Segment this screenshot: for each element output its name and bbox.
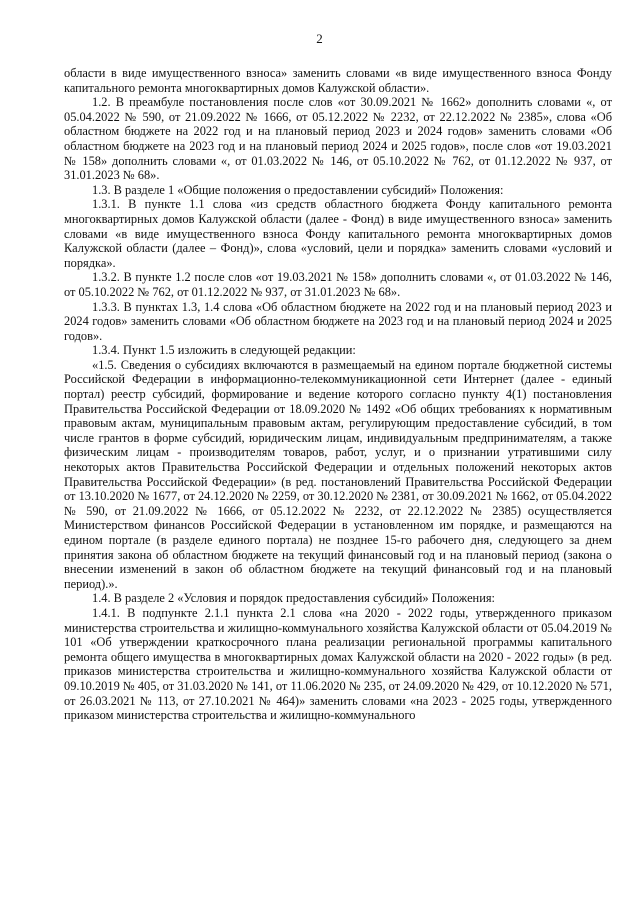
paragraph: 1.4.1. В подпункте 2.1.1 пункта 2.1 слова «на 2020 - 2022 годы, утвержденного приказом министерства строительства и жилищно-коммунального хозяйства Калужской области от 05.04.2019 № 101 «Об утверждении краткосрочного плана реализации региональной программы капитального ремонта общего имущества в многоквартирных домах Калужской области на 2020 - 2022 годы» (в ред. приказов министерства строительства и жилищно-коммунального хозяйства Калужской области от 09.10.2019 № 405, от 31.03.2020 № 141, от 11.06.2020 № 235, от 24.09.2020 № 429, от 10.12.2020 № 571, от 26.03.2021 № 113, от 27.10.2021 № 464)» заменить словами «на 2023 - 2025 годы, утвержденного приказом министерства строительства и жилищно-коммунального [64, 605, 612, 723]
paragraph: «1.5. Сведения о субсидиях включаются в размещаемый на едином портале бюджетной системы Российской Федерации в информационно-телекоммуникационной сети Интернет (далее - единый портал) реестр субсидий, формирование и ведение которого согласно пункту 4(1) постановления Правительства Российской Федерации от 18.09.2020 № 1492 «Об общих требованиях к нормативным правовым актам, муниципальным правовым актам, регулирующим предоставление субсидий, в том числе грантов в форме субсидий, юридическим лицам, индивидуальным предпринимателям, а также физическим лицам - производителям товаров, работ, услуг, и о признании утратившими силу некоторых актов Правительства Российской Федерации и отдельных положений некоторых актов Правительства Российской Федерации» (в ред. постановлений Правительства Российской Федерации от 13.10.2020 № 1677, от 24.12.2020 № 2259, от 30.12.2020 № 2381, от 30.09.2021 № 1662, от 05.04.2022 № 590, от 21.09.2022 № 1666, от 05.12.2022 № 2232, от 22.12.2022 № 2385) осуществляется Министерством финансов Российской Федерации в установленном им порядке, и размещаются на едином портале (в разделе единого портала) не позднее 15-го рабочего дня, следующего за днем принятия закона об областном бюджете на текущий финансовый год и на плановый период (закона о внесении изменений в закон об областном бюджете на текущий финансовый год и на плановый период).». [64, 357, 612, 591]
document-body [64, 66, 612, 723]
paragraph: 1.2. В преамбуле постановления после слов «от 30.09.2021 № 1662» дополнить словами «, от 05.04.2022 № 590, от 21.09.2022 № 1666, от 05.12.2022 № 2232, от 22.12.2022 № 2385», слова «Об областном бюджете на 2022 год и на плановый период 2023 и 2024 годов» заменить словами «Об областном бюджете на 2023 год и на плановый период 2024 и 2025 годов», после слов «от 19.03.2021 № 158» дополнить словами «, от 01.03.2022 № 146, от 05.10.2022 № 762, от 01.12.2022 № 937, от 31.01.2023 № 68». [64, 95, 612, 183]
paragraph: 1.3.2. В пункте 1.2 после слов «от 19.03.2021 № 158» дополнить словами «, от 01.03.2022 № 146, от 05.10.2022 № 762, от 01.12.2022 № 937, от 31.01.2023 № 68». [64, 270, 612, 299]
paragraph: 1.3.3. В пунктах 1.3, 1.4 слова «Об областном бюджете на 2022 год и на плановый период 2023 и 2024 годов» заменить словами «Об областном бюджете на 2023 год и на плановый период 2024 и 2025 годов». [64, 299, 612, 343]
paragraph: области в виде имущественного взноса» заменить словами «в виде имущественного взноса Фонду капитального ремонта многоквартирных домов Калужской области». [64, 66, 612, 95]
paragraph: 1.3.4. Пункт 1.5 изложить в следующей редакции: [92, 343, 356, 358]
paragraph: 1.4. В разделе 2 «Условия и порядок предоставления субсидий» Положения: [92, 591, 495, 606]
paragraph: 1.3. В разделе 1 «Общие положения о предоставлении субсидий» Положения: [92, 182, 504, 197]
paragraph: 1.3.1. В пункте 1.1 слова «из средств областного бюджета Фонду капитального ремонта многоквартирных домов Калужской области (далее - Фонд) в виде имущественного взноса» заменить словами «в виде имущественного взноса Фонду капитального ремонта многоквартирных домов Калужской области (далее – Фонд)», слова «условий, цели и порядка» заменить словами «условий и порядка». [64, 197, 612, 270]
page-number: 2 [316, 31, 323, 46]
